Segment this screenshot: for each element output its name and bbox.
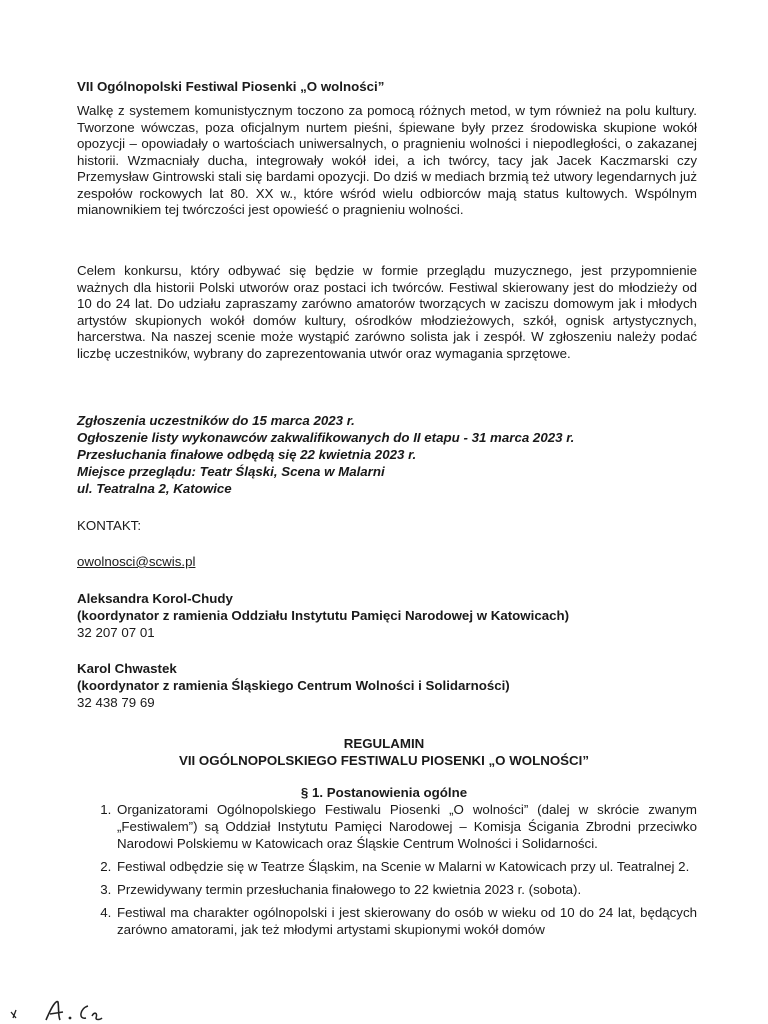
regulation-item: 4. Festiwal ma charakter ogólnopolski i jest skierowany do osób w wieku od 10 do 24 lat, będących zarówno amatorami, jak też młodymi artystami skupionymi wokół domów bbox=[115, 904, 697, 938]
key-dates bbox=[77, 412, 574, 497]
regulations-list bbox=[77, 801, 697, 944]
regulation-item: 1. Organizatorami Ogólnopolskiego Festiwalu Piosenki „O wolności” (dalej w skrócie zwanym „Festiwalem”) są Oddział Instytutu Pamięci Narodowej – Komisja Ścigania Zbrodni przeciwko Narodowi Polskiemu w Katowicach oraz Śląskie Centrum Wolności i Solidarności. bbox=[115, 801, 697, 852]
contact-person bbox=[77, 660, 510, 711]
intro-paragraph: Walkę z systemem komunistycznym toczono za pomocą różnych metod, w tym również na polu kultury. Tworzone wówczas, poza oficjalnym nurtem pieśni, śpiewane były przez środowiska skupione wokół opozycji – opowiadały o wartościach uniwersalnych, o pragnieniu wolności i niepodległości, o zakazanej historii. Wzmacniały ducha, integrowały wokół idei, a ich twórcy, tacy jak Jacek Kaczmarski czy Przemysław Gintrowski stali się bardami opozycji. Do dziś w mediach brzmią też utwory legendarnych już zespołów rockowych lat 80. XX w., które wśród wielu odbiorców mają status kultowych. Wspólnym mianownikiem tej twórczości jest opowieść o pragnieniu wolności. bbox=[77, 103, 698, 217]
regulations-heading: REGULAMIN bbox=[343, 736, 425, 751]
contact-role: (koordynator z ramienia Śląskiego Centrum Wolności i Solidarności) bbox=[77, 678, 510, 693]
contact-label: KONTAKT: bbox=[77, 518, 142, 533]
date-line: Ogłoszenie listy wykonawców zakwalifikowanych do II etapu - 31 marca 2023 r. bbox=[77, 430, 575, 445]
contact-email-link[interactable]: owolnosci@scwis.pl bbox=[77, 554, 196, 569]
date-line: Miejsce przeglądu: Teatr Śląski, Scena w Malarni bbox=[77, 464, 385, 479]
contact-name: Karol Chwastek bbox=[77, 661, 177, 676]
section-heading: § 1. Postanowienia ogólne bbox=[300, 785, 468, 800]
date-line: Zgłoszenia uczestników do 15 marca 2023 r. bbox=[77, 413, 355, 428]
contact-person bbox=[77, 590, 569, 641]
goal-paragraph: Celem konkursu, który odbywać się będzie w formie przeglądu muzycznego, jest przypomnienie ważnych dla historii Polski utworów oraz postaci ich twórców. Festiwal skierowany jest do młodzieży od 10 do 24 lat. Do udziału zapraszamy zarówno amatorów tworzących w zaciszu domowym jak i młodych artystów skupionych wokół domów kultury, ośrodków młodzieżowych, szkół, ognisk artystycznych, harcerstwa. Na naszej scenie może wystąpić zarówno solista jak i zespół. W zgłoszeniu należy podać liczbę uczestników, wybrany do zaprezentowania utwór oraz wymagania sprzętowe. bbox=[77, 263, 697, 361]
regulations-subheading: VII OGÓLNOPOLSKIEGO FESTIWALU PIOSENKI „O WOLNOŚCI” bbox=[178, 753, 589, 768]
regulation-item: 3. Przewidywany termin przesłuchania finałowego to 22 kwietnia 2023 r. (sobota). bbox=[115, 881, 697, 898]
date-line: Przesłuchania finałowe odbędą się 22 kwietnia 2023 r. bbox=[77, 447, 417, 462]
contact-phone: 32 438 79 69 bbox=[77, 695, 155, 710]
regulation-item: 2. Festiwal odbędzie się w Teatrze Śląskim, na Scenie w Malarni w Katowicach przy ul. Teatralnej 2. bbox=[115, 858, 697, 875]
document-title: VII Ogólnopolski Festiwal Piosenki „O wolności” bbox=[77, 79, 385, 94]
handwritten-initials-icon bbox=[8, 996, 128, 1024]
contact-phone: 32 207 07 01 bbox=[77, 625, 155, 640]
date-line: ul. Teatralna 2, Katowice bbox=[77, 481, 232, 496]
contact-name: Aleksandra Korol-Chudy bbox=[77, 591, 233, 606]
contact-role: (koordynator z ramienia Oddziału Instytutu Pamięci Narodowej w Katowicach) bbox=[77, 608, 570, 623]
